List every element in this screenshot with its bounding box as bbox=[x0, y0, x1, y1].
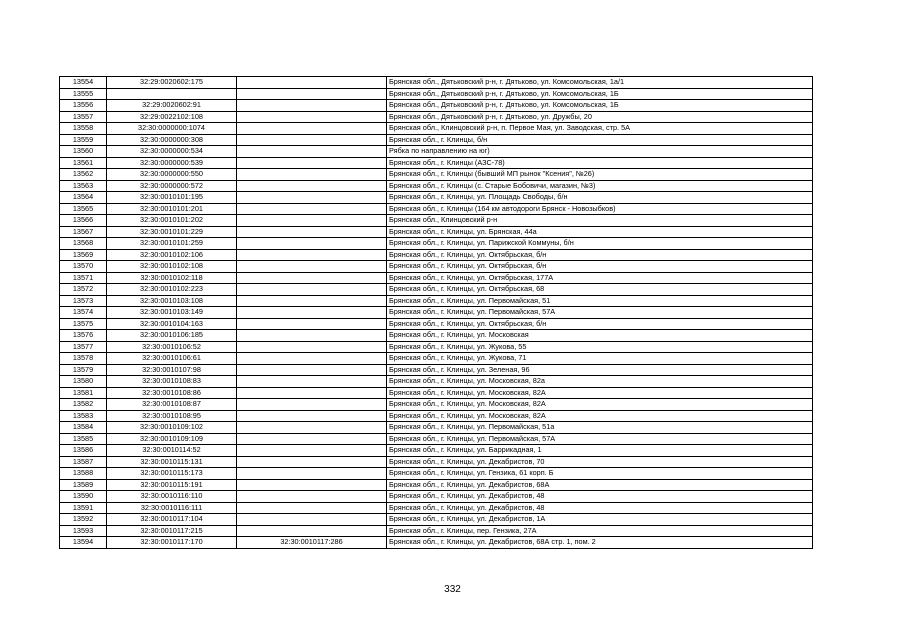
related-cadastral-number-cell bbox=[237, 88, 387, 100]
table-row bbox=[60, 537, 813, 549]
related-cadastral-number-cell bbox=[237, 525, 387, 537]
table-row bbox=[60, 502, 813, 514]
related-cadastral-number-cell bbox=[237, 502, 387, 514]
address-cell: Брянская обл., г. Клинцы, ул. Первомайская, 57А bbox=[387, 307, 813, 319]
cadastral-number-cell: 32:30:0010101:195 bbox=[107, 192, 237, 204]
table-row bbox=[60, 272, 813, 284]
cadastral-number-cell: 32:30:0010114:52 bbox=[107, 445, 237, 457]
table-row bbox=[60, 123, 813, 135]
cadastral-number-cell: 32:30:0010101:259 bbox=[107, 238, 237, 250]
row-number-cell: 13579 bbox=[60, 364, 107, 376]
cadastral-number-cell: 32:30:0000000:534 bbox=[107, 146, 237, 158]
address-cell: Брянская обл., г. Клинцы, ул. Московская, 82А bbox=[387, 387, 813, 399]
table-row bbox=[60, 169, 813, 181]
cadastral-number-cell: 32:29:0020602:175 bbox=[107, 77, 237, 89]
related-cadastral-number-cell bbox=[237, 445, 387, 457]
related-cadastral-number-cell bbox=[237, 284, 387, 296]
related-cadastral-number-cell bbox=[237, 399, 387, 411]
table-row bbox=[60, 226, 813, 238]
row-number-cell: 13570 bbox=[60, 261, 107, 273]
address-cell: Брянская обл., г. Клинцы, ул. Московская, 82а bbox=[387, 376, 813, 388]
address-cell: Брянская обл., Дятьковский р-н, г. Дятьково, ул. Дружбы, 20 bbox=[387, 111, 813, 123]
table-row bbox=[60, 318, 813, 330]
cadastral-number-cell: 32:30:0010106:185 bbox=[107, 330, 237, 342]
table-row bbox=[60, 203, 813, 215]
row-number-cell: 13590 bbox=[60, 491, 107, 503]
address-cell: Брянская обл., Дятьковский р-н, г. Дятьково, ул. Комсомольская, 1а/1 bbox=[387, 77, 813, 89]
address-cell: Брянская обл., Дятьковский р-н, г. Дятьково, ул. Комсомольская, 1Б bbox=[387, 100, 813, 112]
row-number-cell: 13586 bbox=[60, 445, 107, 457]
row-number-cell: 13555 bbox=[60, 88, 107, 100]
row-number-cell: 13588 bbox=[60, 468, 107, 480]
address-cell: Брянская обл., г. Клинцы, ул. Брянская, 44а bbox=[387, 226, 813, 238]
related-cadastral-number-cell bbox=[237, 169, 387, 181]
table-row bbox=[60, 422, 813, 434]
cadastral-number-cell: 32:30:0000000:1074 bbox=[107, 123, 237, 135]
cadastral-number-cell: 32:30:0010102:223 bbox=[107, 284, 237, 296]
address-cell: Брянская обл., г. Клинцы, ул. Декабристов, 68А bbox=[387, 479, 813, 491]
table-row bbox=[60, 192, 813, 204]
address-cell: Брянская обл., Клинцовский р-н bbox=[387, 215, 813, 227]
related-cadastral-number-cell bbox=[237, 249, 387, 261]
related-cadastral-number-cell bbox=[237, 111, 387, 123]
table-row bbox=[60, 295, 813, 307]
address-cell: Брянская обл., Дятьковский р-н, г. Дятьково, ул. Комсомольская, 1Б bbox=[387, 88, 813, 100]
address-cell: Брянская обл., г. Клинцы, ул. Первомайская, 57А bbox=[387, 433, 813, 445]
table-row bbox=[60, 100, 813, 112]
address-cell: Брянская обл., г. Клинцы, ул. Парижской Коммуны, б/н bbox=[387, 238, 813, 250]
related-cadastral-number-cell: 32:30:0010117:286 bbox=[237, 537, 387, 549]
address-cell: Брянская обл., г. Клинцы, ул. Октябрьская, б/н bbox=[387, 261, 813, 273]
table-row bbox=[60, 387, 813, 399]
row-number-cell: 13556 bbox=[60, 100, 107, 112]
related-cadastral-number-cell bbox=[237, 295, 387, 307]
table-row bbox=[60, 341, 813, 353]
row-number-cell: 13568 bbox=[60, 238, 107, 250]
related-cadastral-number-cell bbox=[237, 307, 387, 319]
row-number-cell: 13567 bbox=[60, 226, 107, 238]
cadastral-number-cell: 32:30:0010108:86 bbox=[107, 387, 237, 399]
address-cell: Брянская обл., г. Клинцы, ул. Декабристов, 48 bbox=[387, 502, 813, 514]
cadastral-number-cell: 32:30:0000000:550 bbox=[107, 169, 237, 181]
table-row bbox=[60, 180, 813, 192]
cadastral-number-cell: 32:30:0000000:308 bbox=[107, 134, 237, 146]
cadastral-number-cell: 32:30:0000000:539 bbox=[107, 157, 237, 169]
address-cell: Брянская обл., г. Клинцы, ул. Первомайская, 51а bbox=[387, 422, 813, 434]
address-cell: Брянская обл., г. Клинцы, ул. Московская bbox=[387, 330, 813, 342]
row-number-cell: 13576 bbox=[60, 330, 107, 342]
row-number-cell: 13592 bbox=[60, 514, 107, 526]
cadastral-number-cell: 32:30:0010106:61 bbox=[107, 353, 237, 365]
table-row bbox=[60, 399, 813, 411]
address-cell: Брянская обл., г. Клинцы, ул. Зеленая, 96 bbox=[387, 364, 813, 376]
related-cadastral-number-cell bbox=[237, 341, 387, 353]
address-cell: Брянская обл., г. Клинцы, пер. Гензика, 27А bbox=[387, 525, 813, 537]
related-cadastral-number-cell bbox=[237, 456, 387, 468]
cadastral-number-cell: 32:30:0010117:215 bbox=[107, 525, 237, 537]
row-number-cell: 13585 bbox=[60, 433, 107, 445]
cadastral-number-cell: 32:30:0010101:229 bbox=[107, 226, 237, 238]
related-cadastral-number-cell bbox=[237, 514, 387, 526]
row-number-cell: 13589 bbox=[60, 479, 107, 491]
table-row bbox=[60, 410, 813, 422]
row-number-cell: 13563 bbox=[60, 180, 107, 192]
row-number-cell: 13558 bbox=[60, 123, 107, 135]
address-cell: Брянская обл., г. Клинцы, ул. Октябрьская, б/н bbox=[387, 318, 813, 330]
related-cadastral-number-cell bbox=[237, 479, 387, 491]
related-cadastral-number-cell bbox=[237, 353, 387, 365]
address-cell: Брянская обл., г. Клинцы, б/н bbox=[387, 134, 813, 146]
related-cadastral-number-cell bbox=[237, 215, 387, 227]
related-cadastral-number-cell bbox=[237, 491, 387, 503]
table-row bbox=[60, 134, 813, 146]
related-cadastral-number-cell bbox=[237, 100, 387, 112]
cadastral-number-cell: 32:30:0010117:170 bbox=[107, 537, 237, 549]
table-row bbox=[60, 330, 813, 342]
table-row bbox=[60, 353, 813, 365]
row-number-cell: 13569 bbox=[60, 249, 107, 261]
address-cell: Брянская обл., Клинцовский р-н, п. Первое Мая, ул. Заводская, стр. 5А bbox=[387, 123, 813, 135]
related-cadastral-number-cell bbox=[237, 180, 387, 192]
table-row bbox=[60, 445, 813, 457]
row-number-cell: 13564 bbox=[60, 192, 107, 204]
address-cell: Брянская обл., г. Клинцы (бывший МП рынок "Ксения", №26) bbox=[387, 169, 813, 181]
related-cadastral-number-cell bbox=[237, 192, 387, 204]
address-cell: Брянская обл., г. Клинцы, ул. Октябрьская, б/н bbox=[387, 249, 813, 261]
row-number-cell: 13578 bbox=[60, 353, 107, 365]
address-cell: Брянская обл., г. Клинцы, ул. Октябрьская, 68 bbox=[387, 284, 813, 296]
address-cell: Брянская обл., г. Клинцы (с. Старые Бобовичи, магазин, №3) bbox=[387, 180, 813, 192]
address-cell: Брянская обл., г. Клинцы, ул. Московская, 82А bbox=[387, 410, 813, 422]
cadastral-number-cell: 32:30:0010102:118 bbox=[107, 272, 237, 284]
related-cadastral-number-cell bbox=[237, 226, 387, 238]
cadastral-number-cell: 32:30:0010103:149 bbox=[107, 307, 237, 319]
address-cell: Брянская обл., г. Клинцы, ул. Декабристов, 68А стр. 1, пом. 2 bbox=[387, 537, 813, 549]
row-number-cell: 13560 bbox=[60, 146, 107, 158]
table-row bbox=[60, 491, 813, 503]
table-row bbox=[60, 111, 813, 123]
address-cell: Рябка по направлению на юг) bbox=[387, 146, 813, 158]
row-number-cell: 13582 bbox=[60, 399, 107, 411]
address-cell: Брянская обл., г. Клинцы, ул. Площадь Свободы, б/н bbox=[387, 192, 813, 204]
related-cadastral-number-cell bbox=[237, 364, 387, 376]
address-cell: Брянская обл., г. Клинцы, ул. Декабристов, 1А bbox=[387, 514, 813, 526]
cadastral-number-cell: 32:30:0010108:95 bbox=[107, 410, 237, 422]
table-row bbox=[60, 376, 813, 388]
cadastral-number-cell: 32:30:0010116:111 bbox=[107, 502, 237, 514]
cadastral-number-cell: 32:30:0010102:108 bbox=[107, 261, 237, 273]
table-row bbox=[60, 284, 813, 296]
row-number-cell: 13571 bbox=[60, 272, 107, 284]
row-number-cell: 13583 bbox=[60, 410, 107, 422]
table-row bbox=[60, 261, 813, 273]
cadastral-number-cell: 32:30:0010115:131 bbox=[107, 456, 237, 468]
related-cadastral-number-cell bbox=[237, 387, 387, 399]
related-cadastral-number-cell bbox=[237, 123, 387, 135]
address-cell: Брянская обл., г. Клинцы, ул. Декабристов, 70 bbox=[387, 456, 813, 468]
address-cell: Брянская обл., г. Клинцы, ул. Жукова, 71 bbox=[387, 353, 813, 365]
related-cadastral-number-cell bbox=[237, 376, 387, 388]
row-number-cell: 13584 bbox=[60, 422, 107, 434]
property-register-table bbox=[59, 76, 813, 549]
table-row bbox=[60, 479, 813, 491]
related-cadastral-number-cell bbox=[237, 410, 387, 422]
row-number-cell: 13577 bbox=[60, 341, 107, 353]
related-cadastral-number-cell bbox=[237, 433, 387, 445]
row-number-cell: 13565 bbox=[60, 203, 107, 215]
related-cadastral-number-cell bbox=[237, 77, 387, 89]
table-row bbox=[60, 215, 813, 227]
cadastral-number-cell: 32:30:0010102:106 bbox=[107, 249, 237, 261]
cadastral-number-cell: 32:29:0020602:91 bbox=[107, 100, 237, 112]
cadastral-number-cell: 32:30:0010101:202 bbox=[107, 215, 237, 227]
row-number-cell: 13581 bbox=[60, 387, 107, 399]
table-row bbox=[60, 157, 813, 169]
row-number-cell: 13554 bbox=[60, 77, 107, 89]
cadastral-number-cell: 32:30:0010104:163 bbox=[107, 318, 237, 330]
cadastral-number-cell: 32:30:0000000:572 bbox=[107, 180, 237, 192]
cadastral-number-cell: 32:30:0010108:83 bbox=[107, 376, 237, 388]
cadastral-number-cell: 32:30:0010106:52 bbox=[107, 341, 237, 353]
table-row bbox=[60, 88, 813, 100]
address-cell: Брянская обл., г. Клинцы, ул. Баррикадная, 1 bbox=[387, 445, 813, 457]
cadastral-number-cell: 32:30:0010107:98 bbox=[107, 364, 237, 376]
address-cell: Брянская обл., г. Клинцы, ул. Московская, 82А bbox=[387, 399, 813, 411]
address-cell: Брянская обл., г. Клинцы, ул. Октябрьская, 177А bbox=[387, 272, 813, 284]
row-number-cell: 13566 bbox=[60, 215, 107, 227]
address-cell: Брянская обл., г. Клинцы, ул. Декабристов, 48 bbox=[387, 491, 813, 503]
table-row bbox=[60, 364, 813, 376]
row-number-cell: 13591 bbox=[60, 502, 107, 514]
row-number-cell: 13572 bbox=[60, 284, 107, 296]
table-row bbox=[60, 238, 813, 250]
table-row bbox=[60, 468, 813, 480]
cadastral-number-cell: 32:30:0010101:201 bbox=[107, 203, 237, 215]
related-cadastral-number-cell bbox=[237, 238, 387, 250]
table-row bbox=[60, 307, 813, 319]
related-cadastral-number-cell bbox=[237, 146, 387, 158]
related-cadastral-number-cell bbox=[237, 318, 387, 330]
page-number: 332 bbox=[444, 584, 461, 595]
row-number-cell: 13561 bbox=[60, 157, 107, 169]
row-number-cell: 13575 bbox=[60, 318, 107, 330]
related-cadastral-number-cell bbox=[237, 272, 387, 284]
address-cell: Брянская обл., г. Клинцы (164 км автодороги Брянск - Новозыбков) bbox=[387, 203, 813, 215]
address-cell: Брянская обл., г. Клинцы (АЗС-78) bbox=[387, 157, 813, 169]
row-number-cell: 13559 bbox=[60, 134, 107, 146]
cadastral-number-cell: 32:30:0010116:110 bbox=[107, 491, 237, 503]
row-number-cell: 13594 bbox=[60, 537, 107, 549]
cadastral-number-cell: 32:30:0010109:102 bbox=[107, 422, 237, 434]
cadastral-number-cell: 32:30:0010115:173 bbox=[107, 468, 237, 480]
cadastral-number-cell: 32:30:0010108:87 bbox=[107, 399, 237, 411]
cadastral-number-cell bbox=[107, 88, 237, 100]
row-number-cell: 13587 bbox=[60, 456, 107, 468]
row-number-cell: 13557 bbox=[60, 111, 107, 123]
address-cell: Брянская обл., г. Клинцы, ул. Гензика, 61 корп. Б bbox=[387, 468, 813, 480]
address-cell: Брянская обл., г. Клинцы, ул. Жукова, 55 bbox=[387, 341, 813, 353]
row-number-cell: 13573 bbox=[60, 295, 107, 307]
table-row bbox=[60, 146, 813, 158]
address-cell: Брянская обл., г. Клинцы, ул. Первомайская, 51 bbox=[387, 295, 813, 307]
related-cadastral-number-cell bbox=[237, 330, 387, 342]
cadastral-number-cell: 32:30:0010115:191 bbox=[107, 479, 237, 491]
table-row bbox=[60, 525, 813, 537]
row-number-cell: 13580 bbox=[60, 376, 107, 388]
cadastral-number-cell: 32:30:0010109:109 bbox=[107, 433, 237, 445]
table-row bbox=[60, 249, 813, 261]
cadastral-number-cell: 32:29:0022102:108 bbox=[107, 111, 237, 123]
related-cadastral-number-cell bbox=[237, 134, 387, 146]
table-row bbox=[60, 514, 813, 526]
table-row bbox=[60, 456, 813, 468]
row-number-cell: 13574 bbox=[60, 307, 107, 319]
related-cadastral-number-cell bbox=[237, 261, 387, 273]
cadastral-number-cell: 32:30:0010117:104 bbox=[107, 514, 237, 526]
related-cadastral-number-cell bbox=[237, 203, 387, 215]
table-row bbox=[60, 433, 813, 445]
cadastral-number-cell: 32:30:0010103:108 bbox=[107, 295, 237, 307]
row-number-cell: 13593 bbox=[60, 525, 107, 537]
related-cadastral-number-cell bbox=[237, 157, 387, 169]
table-row bbox=[60, 77, 813, 89]
related-cadastral-number-cell bbox=[237, 422, 387, 434]
row-number-cell: 13562 bbox=[60, 169, 107, 181]
table-body bbox=[60, 77, 813, 549]
related-cadastral-number-cell bbox=[237, 468, 387, 480]
